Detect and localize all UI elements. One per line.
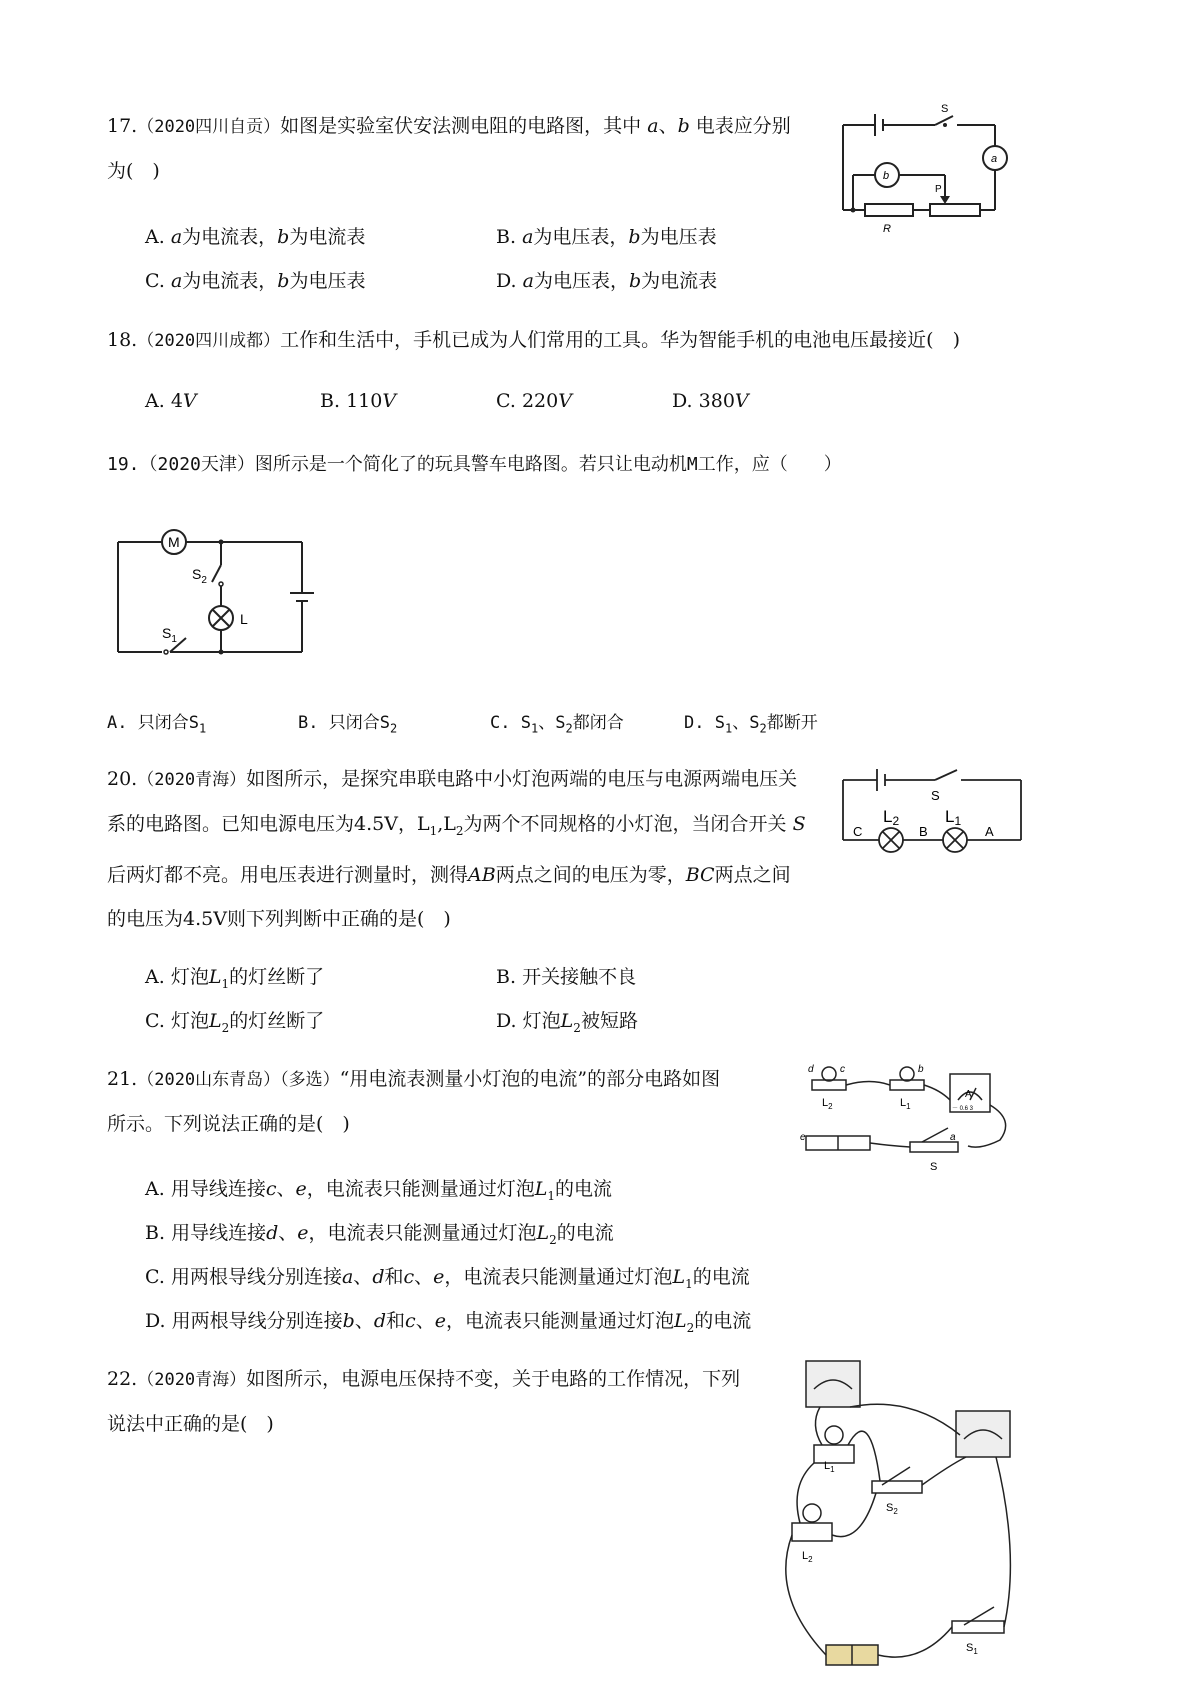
q20-figure (835, 760, 1035, 860)
q19-stem (107, 443, 1007, 487)
q20-line1: 20.（2020青海）如图所示，是探究串联电路中小灯泡两端的电压与电源两端电压关 (107, 768, 798, 790)
q22-fig-l2: $L_2$ (802, 1550, 813, 1564)
q20-stem (107, 757, 827, 941)
q21-stem (107, 1057, 827, 1146)
q21-fig-c: c (840, 1064, 845, 1075)
q22-fig-s1: $S_1$ (966, 1642, 978, 1656)
q22-stem (107, 1357, 787, 1446)
q21-figure (800, 1060, 1040, 1180)
q20-option-a: A. 灯泡$L_1$的灯丝断了 (145, 966, 325, 991)
q21-option-c: C. 用两根导线分别连接a、d和c、e，电流表只能测量通过灯泡$L_1$的电流 (145, 1266, 750, 1291)
q17-fig-r: R (883, 223, 891, 235)
q17-option-a: A. a为电流表，b为电流表 (145, 226, 366, 248)
q18-option-d: D. 380V (672, 390, 749, 412)
q19-option-c: C. $S_1$、$S_2$都闭合 (490, 713, 624, 736)
q20-fig-l2: L2 (883, 807, 900, 828)
q19-option-b: B. 只闭合$S_2$ (298, 713, 398, 736)
q18-text: 工作和生活中，手机已成为人们常用的工具。华为智能手机的电池电压最接近( ) (280, 329, 960, 351)
q17-line1 (107, 104, 827, 149)
q18-option-a: A. 4V (145, 390, 197, 412)
q21-fig-ammeter-a: A (965, 1089, 972, 1100)
q19-fig-m: M (168, 534, 180, 550)
q22-fig-l1: $L_1$ (824, 1460, 835, 1474)
q20-line3: 后两灯都不亮。用电压表进行测量时，测得AB两点之间的电压为零，BC两点之间 (107, 863, 791, 886)
q17-stem (107, 104, 827, 193)
q17-source: （2020四川自贡） (137, 117, 281, 137)
q20-line2: 系的电路图。已知电源电压为4.5V，$L_1,L_2$为两个不同规格的小灯泡，当闭合开关 S (107, 813, 806, 838)
q18-number: 18. (107, 329, 138, 351)
q20-line4: 的电压为4.5V则下列判断中正确的是( ) (107, 907, 451, 930)
q17-option-b: B. a为电压表，b为电压表 (496, 226, 717, 248)
q22-figure (770, 1355, 1030, 1695)
q19-fig-s1: $S_1$ (162, 625, 177, 645)
q21-fig-e: e (800, 1132, 806, 1143)
q21-option-b: B. 用导线连接d、e，电流表只能测量通过灯泡$L_2$的电流 (145, 1222, 614, 1247)
q21-fig-l2: $L_2$ (822, 1097, 833, 1111)
q20-fig-s: S (931, 788, 940, 803)
q17-text2: 电表应分别 (695, 115, 791, 137)
q22-fig-s2: $S_2$ (886, 1502, 898, 1516)
q21-option-a: A. 用导线连接c、e，电流表只能测量通过灯泡$L_1$的电流 (145, 1178, 613, 1203)
q17-number: 17. (107, 115, 138, 137)
q20-fig-b: B (919, 824, 928, 839)
q17-fig-a: a (991, 153, 998, 165)
q21-line2: 所示。下列说法正确的是( ) (107, 1113, 350, 1135)
q20-option-b: B. 开关接触不良 (496, 966, 637, 988)
q17-option-d: D. a为电压表，b为电流表 (496, 270, 718, 292)
q22-line2: 说法中正确的是( ) (107, 1413, 274, 1435)
q17-var-a: a (647, 115, 659, 137)
q19-fig-s2: $S_2$ (192, 566, 207, 586)
q21-fig-b: b (918, 1064, 924, 1075)
q19-option-d: D. $S_1$、$S_2$都断开 (684, 713, 818, 736)
q21-fig-s: S (930, 1161, 938, 1173)
q21-line1: 21.（2020山东青岛）（多选）“用电流表测量小灯泡的电流”的部分电路如图 (107, 1068, 721, 1090)
q18-option-b: B. 110V (320, 390, 397, 412)
q19-option-a: A. 只闭合$S_1$ (107, 713, 207, 736)
q17-sep: 、 (658, 115, 678, 137)
q17-option-c: C. a为电流表，b为电压表 (145, 270, 366, 292)
q19-fig-l: L (240, 611, 248, 627)
q17-fig-p: P (935, 184, 942, 195)
q17-fig-b: b (883, 170, 890, 182)
q19-source: （2020天津） (139, 454, 255, 475)
q17-fig-s: S (941, 103, 949, 115)
q18-stem (107, 318, 1007, 363)
q19-text: 图所示是一个简化了的玩具警车电路图。若只让电动机M工作，应（ ） (254, 454, 842, 475)
q19-number: 19. (107, 454, 140, 475)
q20-fig-c: C (853, 824, 863, 839)
q18-option-c: C. 220V (496, 390, 572, 412)
q21-fig-d: d (808, 1064, 814, 1075)
q18-source: （2020四川成都） (137, 331, 281, 351)
q22-line1: 22.（2020青海）如图所示，电源电压保持不变，关于电路的工作情况，下列 (107, 1368, 741, 1390)
q20-fig-a: A (985, 824, 994, 839)
q17-figure (835, 100, 1035, 240)
q17-line2: 为( ) (107, 160, 160, 182)
q20-option-d: D. 灯泡$L_2$被短路 (496, 1010, 638, 1035)
q17-text1: 如图是实验室伏安法测电阻的电路图，其中 (280, 115, 642, 137)
q17-var-b: b (677, 115, 690, 137)
q21-fig-scale: － 0.6 3 (952, 1106, 974, 1112)
q20-option-c: C. 灯泡$L_2$的灯丝断了 (145, 1010, 325, 1035)
q21-option-d: D. 用两根导线分别连接b、d和c、e，电流表只能测量通过灯泡$L_2$的电流 (145, 1310, 752, 1335)
q19-figure (110, 520, 330, 670)
q21-fig-a: a (950, 1132, 956, 1143)
q21-fig-l1: $L_1$ (900, 1097, 911, 1111)
q20-fig-l1: L1 (945, 807, 962, 828)
